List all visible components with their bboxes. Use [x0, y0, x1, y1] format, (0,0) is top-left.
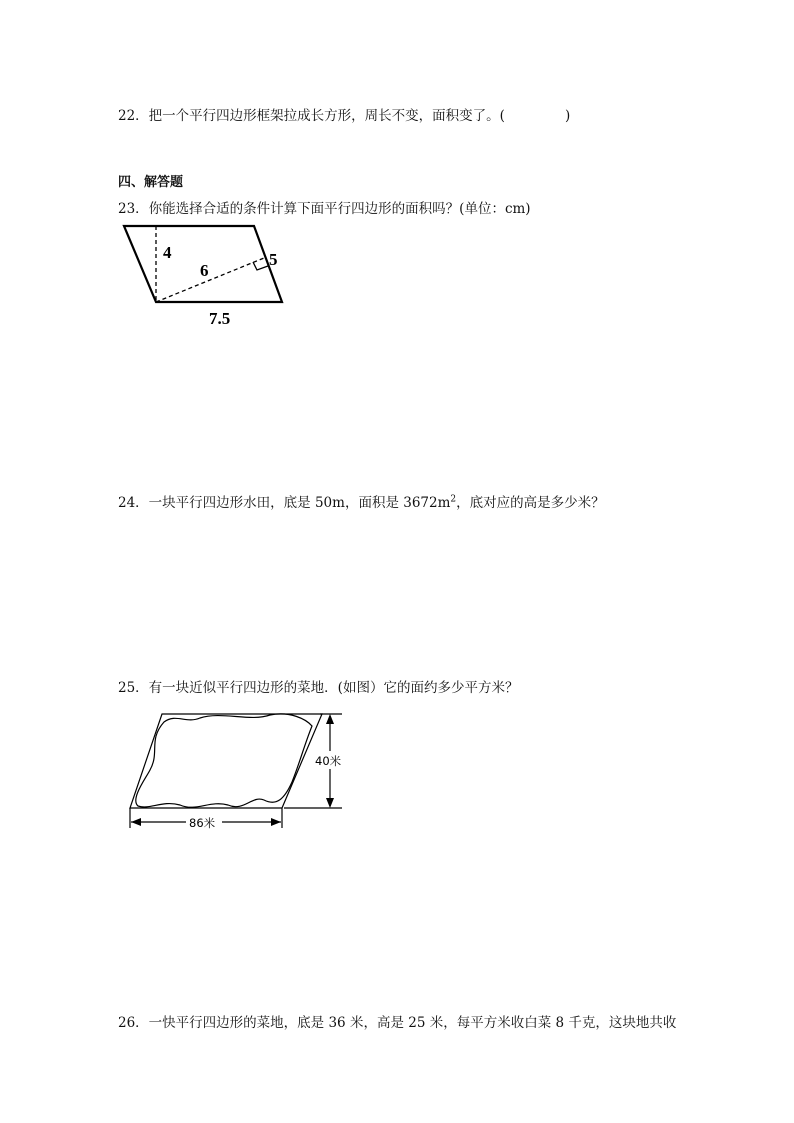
- question-25: 25．有一块近似平行四边形的菜地．(如图）它的面约多少平方米？: [118, 680, 519, 696]
- superscript-2: 2: [450, 494, 457, 505]
- question-24-text-end: ，底对应的高是多少米？: [456, 495, 605, 511]
- arrow-up-icon: [326, 714, 334, 724]
- question-24: [118, 491, 605, 511]
- label-base-86: 86米: [189, 816, 216, 830]
- field-irregular-outline: [136, 714, 312, 807]
- question-26: 26．一快平行四边形的菜地，底是 36 米，高是 25 米，每平方米收白菜 8 千克，这块地共收: [118, 1015, 677, 1031]
- question-23: 23．你能选择合适的条件计算下面平行四边形的面积吗？(单位：cm): [118, 201, 531, 217]
- height-line-6: [156, 258, 264, 302]
- arrow-down-icon: [326, 798, 334, 808]
- label-height-40: 40米: [315, 754, 342, 768]
- label-height-6: 6: [200, 261, 209, 280]
- arrow-left-icon: [131, 818, 141, 826]
- question-22-text: 22．把一个平行四边形框架拉成长方形，周长不变，面积变了。(: [118, 108, 505, 124]
- right-angle-mark: [253, 262, 268, 270]
- question-22-close: ): [564, 108, 571, 124]
- label-side-5: 5: [269, 250, 278, 269]
- label-base-7.5: 7.5: [209, 309, 231, 328]
- section-heading: 四、解答题: [118, 175, 184, 190]
- label-height-4: 4: [163, 243, 172, 262]
- arrow-right-icon: [271, 818, 281, 826]
- question-24-text: 24．一块平行四边形水田，底是 50m，面积是 3672m: [118, 495, 451, 511]
